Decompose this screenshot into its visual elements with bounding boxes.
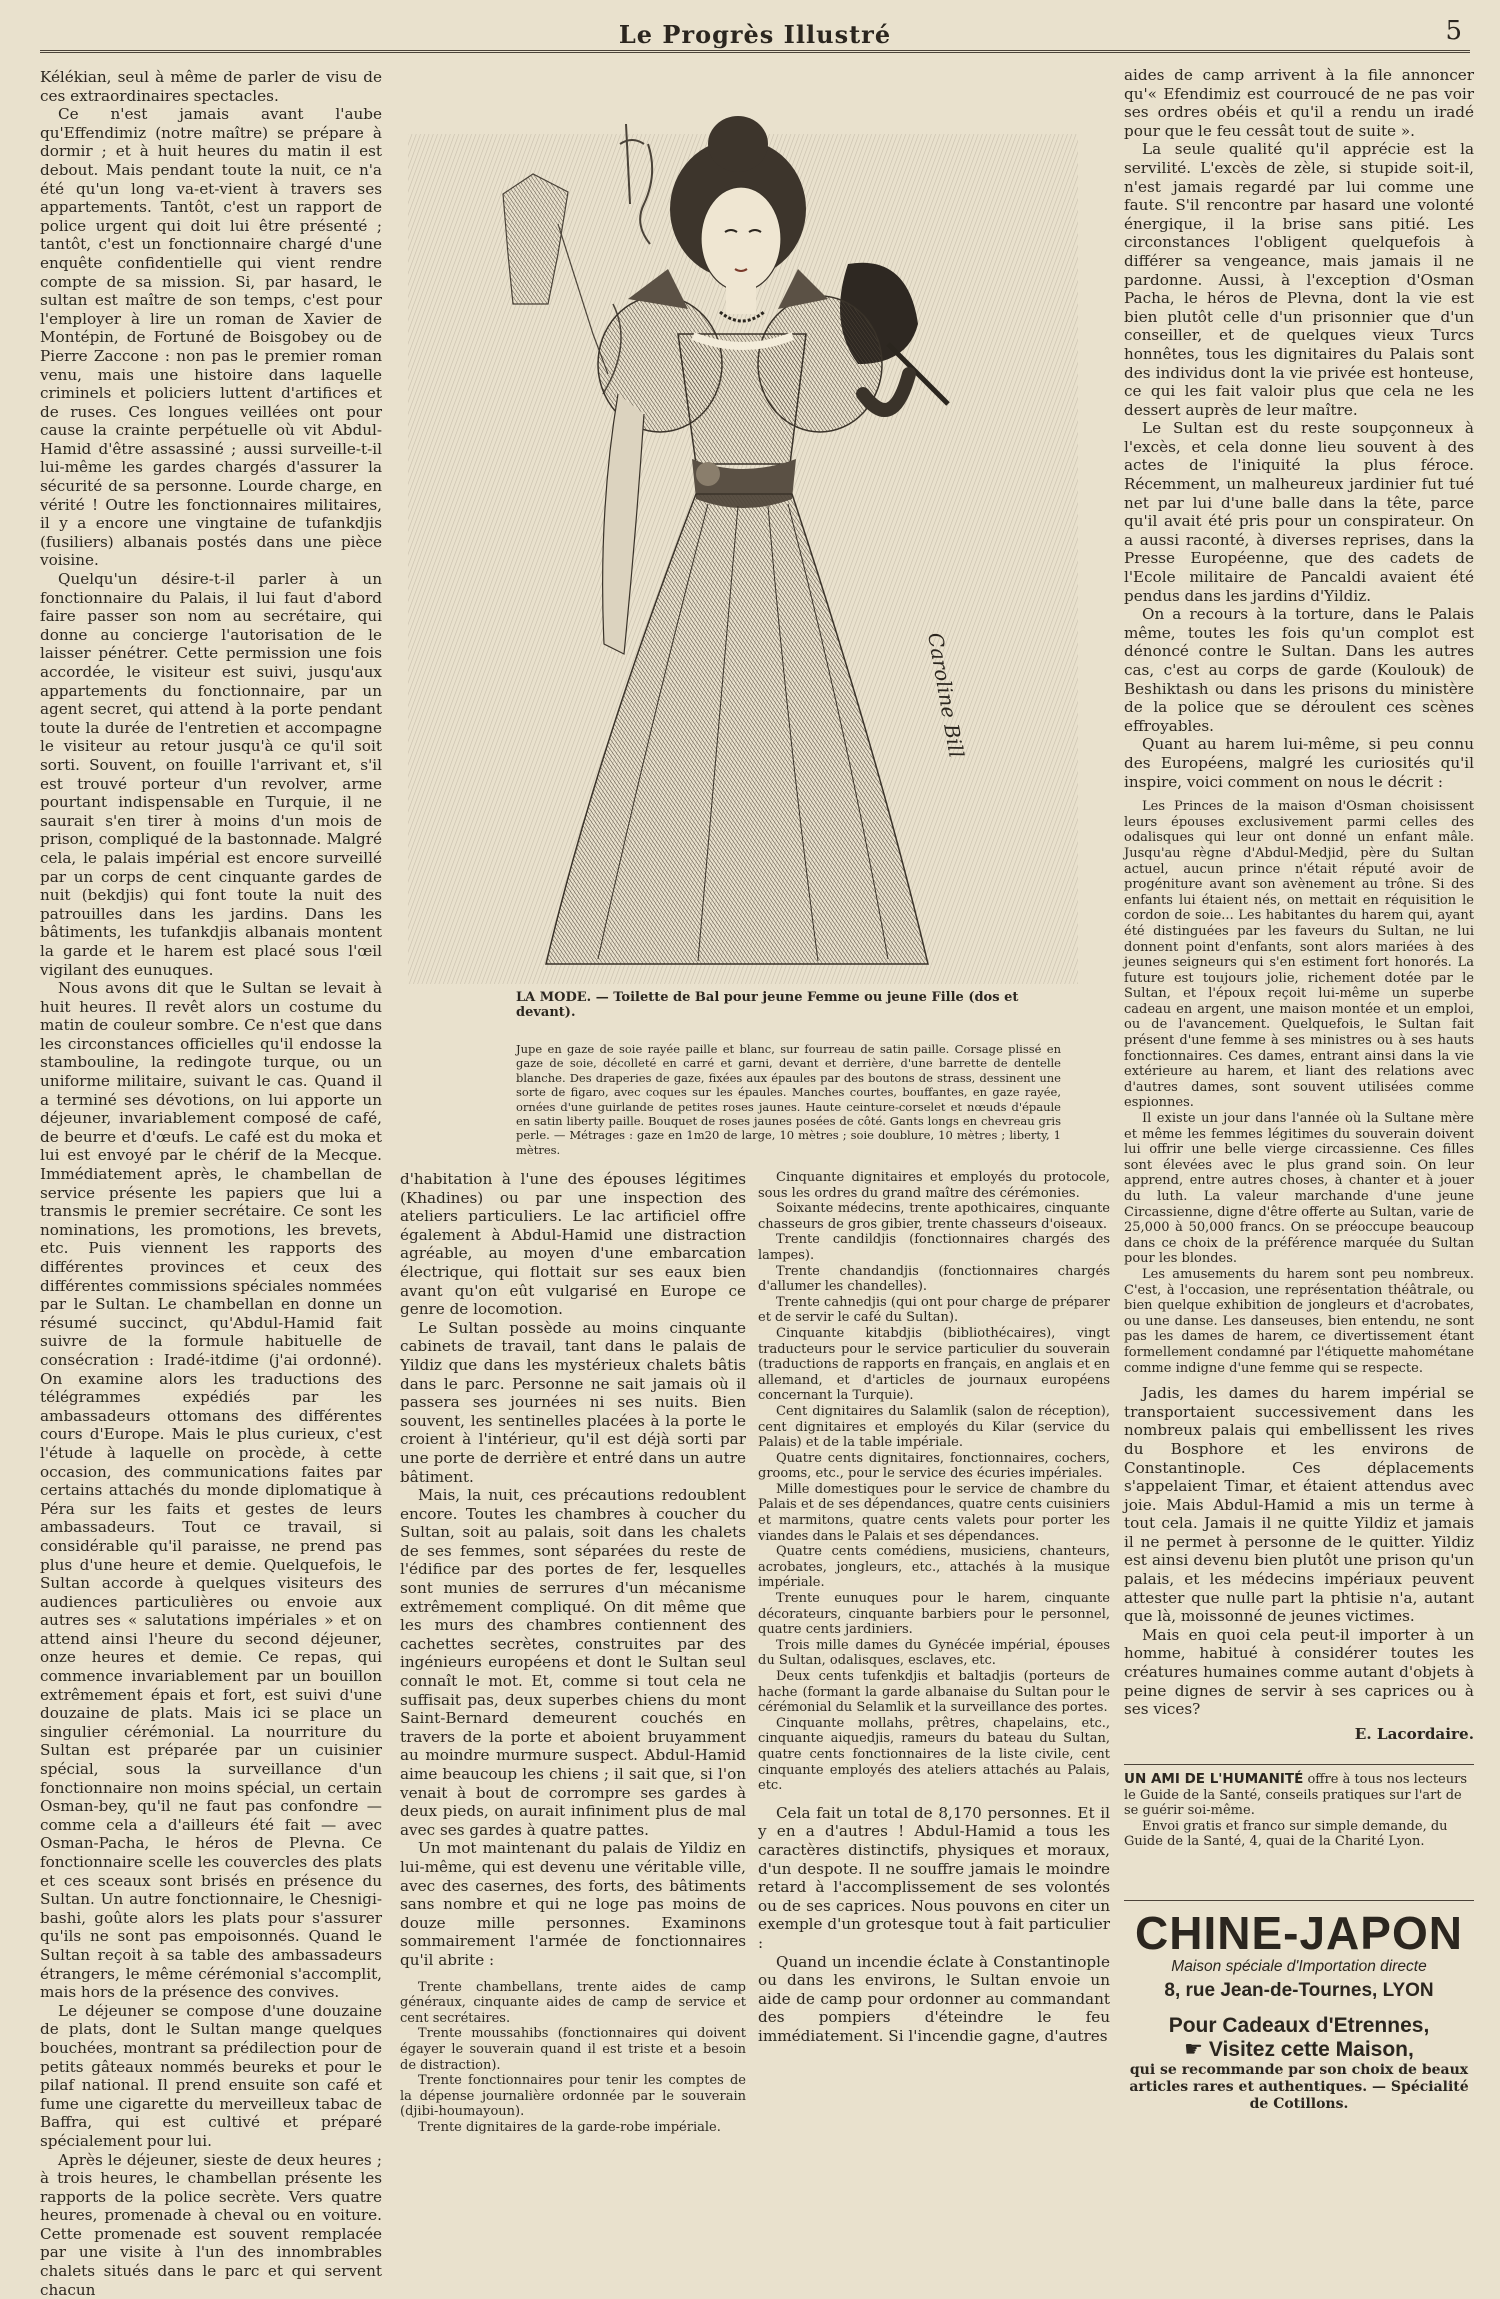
list-item: Mille domestiques pour le service de chambre du Palais et de ses dépendances, quatre cents cuisiniers et marmitons, quatre cents valets pour porter les viandes dans le Palais et ses dépendances. — [758, 1482, 1110, 1544]
list-item: Trente chambellans, trente aides de camp généraux, cinquante aides de camp de service et cent secrétaires. — [400, 1980, 746, 2027]
list-item: Cinquante kitabdjis (bibliothécaires), vingt traducteurs pour le service particulier du souverain (traductions de rapports en français, en anglais et en allemand, et d'articles de journaux européens concernant la Turquie). — [758, 1326, 1110, 1404]
list-item: Trente moussahibs (fonctionnaires qui doivent égayer le souverain quand il est triste et a besoin de distraction). — [400, 2026, 746, 2073]
page-header — [40, 8, 1470, 53]
paragraph: Après le déjeuner, sieste de deux heures ; à trois heures, le chambellan présente les rapports de la police secrète. Vers quatre heures, promenade à cheval ou en voiture. Cette promenade est souvent remplacée par une visite à l'un des innombrables chalets situés dans le parc et qui servent chacun — [40, 2151, 382, 2299]
advertisement-health-guide — [1124, 1772, 1474, 1850]
paragraph: Jadis, les dames du harem impérial se transportaient successivement dans les nombreux palais qui embellissent les rives du Bosphore et les environs de Constantinople. Ces déplacements s'appelaient Timar, et étaient attendus avec joie. Mais Abdul-Hamid a mis un terme à tout cela. Jamais il ne quitte Yildiz et jamais il ne permet à personne de le quitter. Yildiz est ainsi devenu bien plutôt une prison qu'un palais, et les médecins impériaux peuvent attester que nulle part la phtisie n'a, autant que là, moissonné de jeunes victimes. — [1124, 1384, 1474, 1626]
ad-text: Envoi gratis et franco sur simple demande, du Guide de la Santé, 4, quai de la Charité Lyon. — [1124, 1819, 1474, 1850]
list-item: Cinquante dignitaires et employés du protocole, sous les ordres du grand maître des cérémonies. — [758, 1170, 1110, 1201]
advertisement-chine-japon — [1124, 1908, 1474, 2113]
ad-visit: ☛ Visitez cette Maison, — [1124, 2038, 1474, 2062]
ad-fine-print: qui se recommande par son choix de beaux articles rares et authentiques. — Spécialité de Cotillons. — [1124, 2062, 1474, 2113]
paragraph: Quand un incendie éclate à Constantinople ou dans les environs, le Sultan envoie un aide de camp pour ordonner au commandant des pompiers d'éteindre le feu immédiatement. Si l'incendie gagne, d'autres — [758, 1953, 1110, 2046]
paragraph: On a recours à la torture, dans le Palais même, toutes les fois qu'un complot est dénoncé contre le Sultan. Dans les autres cas, c'est au corps de garde (Koulouk) de Beshiktash ou dans les prisons du ministère de la police que se déroulent ces scènes effroyables. — [1124, 605, 1474, 735]
paragraph: Le déjeuner se compose d'une douzaine de plats, dont le Sultan mange quelques bouchées, montrant sa prédilection pour de petits gâteaux nommés beureks et pour le pilaf national. Il prend ensuite son café et fume une cigarette du merveilleux tabac de Baffra, qui est cultivé et préparé spécialement pour lui. — [40, 2002, 382, 2151]
paragraph: Le Sultan est du reste soupçonneux à l'excès, et cela donne lieu souvent à des actes de l'iniquité la plus féroce. Récemment, un malheureux jardinier fut tué net par lui d'une balle dans la tête, parce qu'il avait été pris pour un conspirateur. On a aussi raconté, à diverses reprises, dans la Presse Européenne, que des cadets de l'Ecole militaire de Pancaldi avaient été pendus dans les jardins d'Yildiz. — [1124, 419, 1474, 605]
list-item: Trente chandandjis (fonctionnaires chargés d'allumer les chandelles). — [758, 1264, 1110, 1295]
page-number: 5 — [1445, 16, 1462, 46]
caption-title: LA MODE. — Toilette de Bal pour jeune Femme ou jeune Fille (dos et devant). — [516, 990, 1061, 1020]
paragraph: Kélékian, seul à même de parler de visu de ces extraordinaires spectacles. — [40, 68, 382, 105]
list-item: Soixante médecins, trente apothicaires, cinquante chasseurs de gros gibier, trente chasseurs d'oiseaux. — [758, 1201, 1110, 1232]
ad-brand: CHINE-JAPON — [1124, 1908, 1474, 1958]
list-item: Trente eunuques pour le harem, cinquante décorateurs, cinquante barbiers pour le personnel, quatre cents jardiniers. — [758, 1591, 1110, 1638]
svg-text:Caroline Bill: Caroline Bill — [923, 631, 969, 760]
newspaper-title: Le Progrès Illustré — [40, 20, 1470, 49]
paragraph: d'habitation à l'une des épouses légitimes (Khadines) ou par une inspection des ateliers particuliers. Le lac artificiel offre également à Abdul-Hamid une distraction agréable, au moyen d'une embarcation électrique, qui flottait sur ses eaux bien avant qu'on eût vulgarisé en Europe ce genre de locomotion. — [400, 1170, 746, 1319]
ad-tagline: Maison spéciale d'Importation directe — [1124, 1958, 1474, 1976]
ad-heading: UN AMI DE L'HUMANITÉ — [1124, 1771, 1303, 1787]
article-column-4 — [1124, 66, 1474, 1556]
ad-address: 8, rue Jean-de-Tournes, LYON — [1124, 1980, 1474, 2002]
list-item: Trente candildjis (fonctionnaires chargés des lampes). — [758, 1232, 1110, 1263]
paragraph: Mais en quoi cela peut-il importer à un homme, habitué à considérer toutes les créatures humaines comme autant d'objets à peine dignes de servir à ses caprices ou à ses vices? — [1124, 1626, 1474, 1719]
paragraph: aides de camp arrivent à la file annoncer qu'« Efendimiz est courroucé de ne pas voir ses ordres obéis et qu'il a rendu un iradé pour que le feu cessât tout de suite ». — [1124, 66, 1474, 140]
divider — [1124, 1764, 1474, 1765]
paragraph: La seule qualité qu'il apprécie est la servilité. L'excès de zèle, si stupide soit-il, n'est jamais regardé par lui comme une faute. S'il rencontre par hasard une volonté énergique, il la brise sans pitié. Les circonstances l'obligent quelquefois à différer sa vengeance, mais jamais il ne pardonne. Aussi, à l'exception d'Osman Pacha, le héros de Plevna, dont la vie est bien plutôt celle d'un prisonnier que d'un conseiller, et de quelques vieux Turcs honnêtes, tous les dignitaires du Palais sont des individus dont la vie privée est honteuse, ce qui les fait valoir plus que cela ne les dessert auprès de leur maître. — [1124, 140, 1474, 419]
article-column-3 — [758, 1170, 1110, 2150]
paragraph: Ce n'est jamais avant l'aube qu'Effendimiz (notre maître) se prépare à dormir ; et à huit heures du matin il est debout. Mais pendant toute la nuit, ce n'a été qu'un long va-et-vient à travers ses appartements. Tantôt, c'est un rapport de police urgent qui doit lui être présenté ; tantôt, c'est un fonctionnaire chargé d'une enquête confidentielle qui vient rendre compte de sa mission. Si, par hasard, le sultan est maître de son temps, c'est pour l'employer à lire un roman de Xavier de Montépin, de Fortuné de Boisgobey ou de Pierre Zaccone : non pas le premier roman venu, mais une histoire dans laquelle criminels et policiers luttent d'artifices et de ruses. Ces longues veillées ont pour cause la crainte perpétuelle où vit Abdul-Hamid d'être assassiné ; aussi surveille-t-il lui-même les gardes chargés d'assurer la sécurité de sa personne. Lourde charge, en vérité ! Outre les fonctionnaires militaires, il y a encore une vingtaine de tufankdjis (fusiliers) albanais postés dans une pièce voisine. — [40, 105, 382, 570]
quoted-paragraph: Les Princes de la maison d'Osman choisissent leurs épouses exclusivement parmi celles des odalisques qui leur ont donné un enfant mâle. Jusqu'au règne d'Abdul-Medjid, père du Sultan actuel, aucun prince n'était réputé avoir de progéniture avant son avènement au trône. Si des enfants lui étaient nés, on mettait en réquisition le cordon de soie... Les habitantes du harem qui, ayant été distinguées par les faveurs du Sultan, ne lui donnent point d'enfants, sont alors mariées à des jeunes seigneurs qui s'en estiment fort honorés. La future est toujours jolie, richement dotée par le Sultan, et l'époux reçoit lui-même un superbe cadeau en argent, une maison montée et un emploi, ou de l'avancement. Quelquefois, le Sultan fait présent d'une femme à ses ministres ou à ses hauts fonctionnaires. Ces dames, entrant ainsi dans la vie extérieure au harem, et liant des relations avec d'autres dames, sont souvent utilisées comme espionnes. — [1124, 799, 1474, 1111]
list-item: Quatre cents comédiens, musiciens, chanteurs, acrobates, jongleurs, etc., attachés à la musique impériale. — [758, 1544, 1110, 1591]
ball-gown-engraving — [408, 74, 1078, 984]
list-item: Trente cahnedjis (qui ont pour charge de préparer et de servir le café du Sultan). — [758, 1295, 1110, 1326]
ad-text: offre à tous nos lecteurs le Guide de la Santé, conseils pratiques sur l'art de se guérir soi-même. — [1124, 1772, 1467, 1818]
author-signature: E. Lacordaire. — [1124, 1725, 1474, 1744]
illustration-caption — [516, 990, 1061, 1157]
quoted-paragraph: Il existe un jour dans l'année où la Sultane mère et même les femmes légitimes du souverain doivent lui offrir une belle vierge circassienne. Ces filles sont élevées avec le plus grand soin. On leur apprend, entre autres choses, à chanter et à jouer du luth. La valeur marchande d'une jeune Circassienne, digne d'être offerte au Sultan, varie de 25,000 à 50,000 francs. On se préoccupe beaucoup dans ce choix de la préférence marquée du Sultan pour les blondes. — [1124, 1111, 1474, 1267]
list-item: Trente dignitaires de la garde-robe impériale. — [400, 2120, 746, 2136]
paragraph: Un mot maintenant du palais de Yildiz en lui-même, qui est devenu une véritable ville, avec des casernes, des forts, des bâtiments sans nombre et qui ne loge pas moins de douze mille personnes. Examinons sommairement l'armée de fonctionnaires qu'il abrite : — [400, 1839, 746, 1969]
list-item: Trente fonctionnaires pour tenir les comptes de la dépense journalière ordonnée par le souverain (djibi-houmayoun). — [400, 2073, 746, 2120]
ad-gifts: Pour Cadeaux d'Etrennes, — [1124, 2014, 1474, 2038]
article-column-1 — [40, 68, 382, 2148]
paragraph: Quant au harem lui-même, si peu connu des Européens, malgré les curiosités qu'il inspire, voici comment on nous le décrit : — [1124, 735, 1474, 791]
paragraph: Le Sultan possède au moins cinquante cabinets de travail, tant dans le palais de Yildiz que dans les mystérieux chalets bâtis dans le parc. Personne ne sait jamais où il passera ses journées ni ses nuits. Bien souvent, les sentinelles placées à la porte le croient à l'intérieur, qu'il est déjà sorti par une porte de derrière et entré dans un autre bâtiment. — [400, 1319, 746, 1486]
list-item: Quatre cents dignitaires, fonctionnaires, cochers, grooms, etc., pour le service des écuries impériales. — [758, 1451, 1110, 1482]
paragraph: Quelqu'un désire-t-il parler à un fonctionnaire du Palais, il lui faut d'abord faire passer son nom au secrétaire, qui donne au concierge l'autorisation de le laisser pénétrer. Cette permission une fois accordée, le visiteur est suivi, jusqu'aux appartements du fonctionnaire, par un agent secret, qui attend à la porte pendant toute la durée de l'entretien et accompagne le visiteur au retour jusqu'à ce qu'il soit sorti. Souvent, on fouille l'arrivant et, s'il est trouvé porteur d'un revolver, arme pourtant indispensable en Turquie, il ne saurait s'en tirer à moins d'un mois de prison, compliqué de la bastonnade. Malgré cela, le palais impérial est encore surveillé par un corps de cent cinquante gardes de nuit (bekdjis) qui font toute la nuit des patrouilles dans les jardins. Dans les bâtiments, les tufankdjis albanais montent la garde et le harem est placé sous l'œil vigilant des eunuques. — [40, 570, 382, 979]
fashion-illustration — [408, 74, 1078, 984]
list-item: Cent dignitaires du Salamlik (salon de réception), cent dignitaires et employés du Kilar (service du Palais) et de la table impériale. — [758, 1404, 1110, 1451]
paragraph: Nous avons dit que le Sultan se levait à huit heures. Il revêt alors un costume du matin de couleur sombre. Ce n'est que dans les circonstances officielles qu'il endosse la stambouline, la redingote turque, ou un uniforme militaire, suivant le cas. Quand il a terminé ses dévotions, on lui apporte un déjeuner, invariablement composé de café, de beurre et d'œufs. Le café est du moka et lui est envoyé par le chérif de la Mecque. Immédiatement après, le chambellan de service présente les papiers que lui a transmis le premier secrétaire. Ce sont les nominations, les promotions, les brevets, etc. Puis viennent les rapports des différentes provinces et ceux des différentes commissions spéciales nommées par le Sultan. Le chambellan en donne un résumé succinct, qu'Abdul-Hamid fait suivre de la formule habituelle de consécration : Iradé-itdime (j'ai ordonné). On examine alors les traductions des télégrammes expédiés par les ambassadeurs ottomans des différentes cours d'Europe. Mais le plus curieux, c'est l'étude à laquelle on procède, à cette occasion, des communications faites par certains attachés du monde diplomatique à Péra sur les faits et gestes de leurs ambassadeurs. Tout ce travail, si considérable qu'il paraisse, ne prend pas plus d'une heure et demie. Quelquefois, le Sultan accorde à quelques visiteurs des audiences particulières ou envoie aux autres ses « salutations impériales » et on attend ainsi l'heure du second déjeuner, onze heures et demie. Ce repas, qui commence invariablement par un bouillon extrêmement épais et fort, est suivi d'une douzaine de plats. Mais ici se place un singulier cérémonial. La nourriture du Sultan est préparée par un cuisinier spécial, sous la surveillance d'un fonctionnaire non moins spécial, un certain Osman-bey, qu'il ne faut pas confondre — comme cela a d'ailleurs été fait — avec Osman-Pacha, le héros de Plevna. Ce fonctionnaire scelle les couvercles des plats et ces sceaux sont brisés en présence du Sultan. Un autre fonctionnaire, le Chesnigi-bashi, goûte alors les plats pour s'assurer qu'ils ne sont pas empoisonnés. Quand le Sultan reçoit à sa table des ambassadeurs étrangers, le même cérémonial s'accomplit, mais hors de la présence des convives. — [40, 979, 382, 2002]
list-item: Deux cents tufenkdjis et baltadjis (porteurs de hache (formant la garde albanaise du Sultan pour le cérémonial du Selamlik et la surveillance des portes. — [758, 1669, 1110, 1716]
article-column-2 — [400, 1170, 746, 2150]
divider — [1124, 1900, 1474, 1901]
paragraph: Cela fait un total de 8,170 personnes. Et il y en a d'autres ! Abdul-Hamid a tous les caractères distinctifs, physiques et moraux, d'un despote. Il ne souffre jamais le moindre retard à l'accomplissement de ses volontés ou de ses caprices. Nous pouvons en citer un exemple d'un grotesque tout à fait particulier : — [758, 1804, 1110, 1953]
caption-body: Jupe en gaze de soie rayée paille et blanc, sur fourreau de satin paille. Corsage plissé en gaze de soie, décolleté en carré et garni, devant et derrière, d'une barrette de dentelle blanche. Des draperies de gaze, fixées aux épaules par des boutons de strass, dessinent une sorte de figaro, avec coques sur les épaules. Manches courtes, bouffantes, en gaze rayée, ornées d'une guirlande de petites roses jaunes. Haute ceinture-corselet et nœuds d'épaule en satin liberty paille. Bouquet de roses jaunes posées de côté. Gants longs en chevreau gris perle. — Métrages : gaze en 1m20 de large, 10 mètres ; soie doublure, 10 mètres ; liberty, 1 mètres. — [516, 1042, 1061, 1157]
quoted-paragraph: Les amusements du harem sont peu nombreux. C'est, à l'occasion, une représentation théâtrale, ou bien quelque exhibition de jongleurs et d'acrobates, ou une danse. Les danseuses, bien entendu, ne sont pas les dames de harem, ce divertissement étant formellement condamné par l'étiquette mahométane comme indigne d'une femme qui se respecte. — [1124, 1267, 1474, 1376]
list-item: Trois mille dames du Gynécée impérial, épouses du Sultan, odalisques, esclaves, etc. — [758, 1638, 1110, 1669]
paragraph: Mais, la nuit, ces précautions redoublent encore. Toutes les chambres à coucher du Sultan, soit au palais, soit dans les chalets de ses femmes, sont séparées du reste de l'édifice par des portes de fer, lesquelles sont munies de serrures d'un mécanisme extrêmement compliqué. On dit même que les murs des chambres contiennent des cachettes secrètes, construites par des ingénieurs européens et dont le Sultan seul connaît le mot. Et, comme si tout cela ne suffisait pas, deux superbes chiens du mont Saint-Bernard demeurent couchés en travers de la porte et aboient bruyamment au moindre murmure suspect. Abdul-Hamid aime beaucoup les chiens ; il sait que, si l'on venait à bout de corrompre ses gardes à deux pieds, on aurait infiniment plus de mal avec ses gardes à quatre pattes. — [400, 1486, 746, 1839]
list-item: Cinquante mollahs, prêtres, chapelains, etc., cinquante aiquedjis, rameurs du bateau du Sultan, quatre cents fonctionnaires de la liste civile, cent cinquante employés des ateliers attachés au Palais, etc. — [758, 1716, 1110, 1794]
